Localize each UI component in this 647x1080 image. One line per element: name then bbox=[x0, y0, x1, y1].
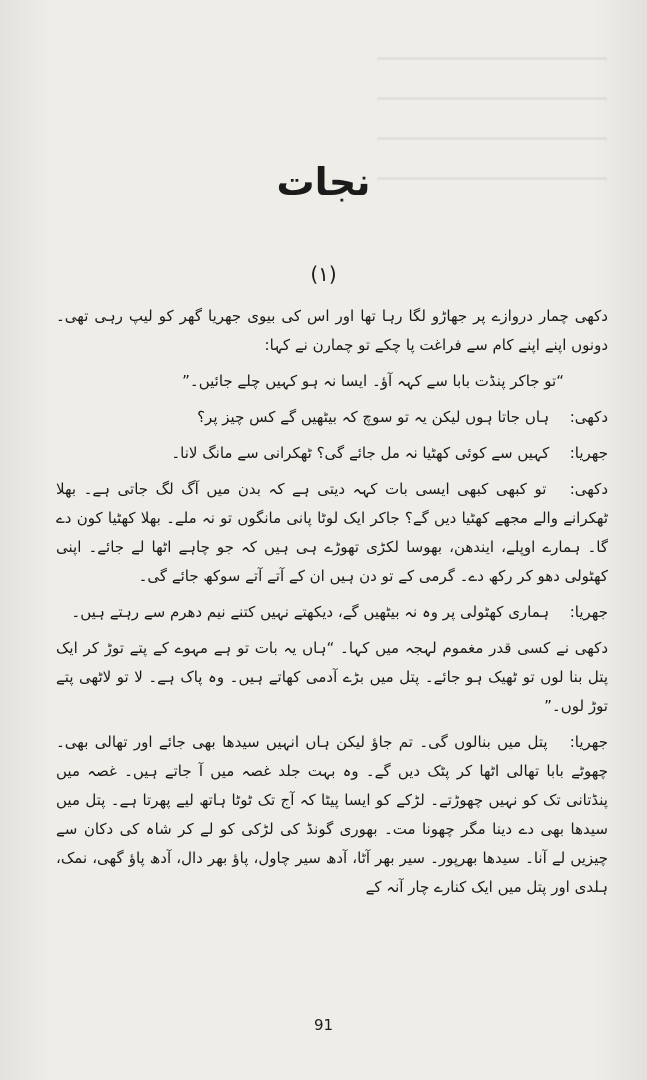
bleed-through-text bbox=[377, 40, 607, 180]
paragraph bbox=[56, 367, 608, 396]
dialogue-line bbox=[56, 403, 608, 432]
dialogue-line bbox=[56, 439, 608, 468]
section-number: (۱) bbox=[310, 262, 337, 286]
dialogue-line bbox=[56, 475, 608, 591]
dialogue-text: کہیں سے کوئی کھٹیا نہ مل جائے گی؟ ٹھکرانی سے مانگ لانا۔ bbox=[171, 444, 550, 462]
paragraph bbox=[56, 302, 608, 360]
chapter-title: نجات bbox=[276, 160, 371, 204]
paragraph-text: دکھی چمار دروازے پر جھاڑو لگا رہا تھا اور اس کی بیوی جھریا گھر کو لیپ رہی تھی۔ دونوں اپنے اپنے کام سے فراغت پا چکے تو چمارن نے کہا: bbox=[56, 307, 608, 354]
speaker-label: دکھی: bbox=[569, 480, 608, 498]
dialogue-line bbox=[56, 598, 608, 627]
speaker-label: جھریا: bbox=[569, 444, 608, 462]
speaker-label: دکھی: bbox=[569, 408, 608, 426]
page-body bbox=[56, 302, 608, 909]
paragraph-text: “تو جاکر پنڈت بابا سے کہہ آؤ۔ ایسا نہ ہو کہیں چلے جائیں۔” bbox=[182, 372, 564, 390]
dialogue-text: تو کبھی کبھی ایسی بات کہہ دیتی ہے کہ بدن میں آگ لگ جاتی ہے۔ بھلا ٹھکرانے والے مجھے کھٹیا دیں گے؟ جاکر ایک لوٹا پانی مانگوں تو نہ ملے۔ بھلا کھٹیا کون دے گا۔ ہمارے اوپلے، ایندھن، بھوسا لکڑی تھوڑے ہی ہیں کہ جو چاہے اٹھا لے جائے۔ اپنی کھٹولی دھو کر رکھ دے۔ گرمی کے تو دن ہیں ان کے آتے آتے سوکھ جائے گی۔ bbox=[56, 480, 608, 585]
dialogue-line bbox=[56, 728, 608, 902]
dialogue-text: ہماری کھٹولی پر وہ نہ بیٹھیں گے، دیکھتے نہیں کتنے نیم دھرم سے رہتے ہیں۔ bbox=[71, 603, 550, 621]
dialogue-text: پتل میں بنالوں گی۔ تم جاؤ لیکن ہاں انہیں سیدھا بھی جائے اور تھالی بھی۔ چھوٹے بابا تھالی اٹھا کر پٹک دیں گے۔ وہ بہت جلد غصہ میں آ جاتے ہیں۔ غصہ میں پنڈتانی تک کو نہیں چھوڑتے۔ لڑکے کو ایسا پیٹا کہ آج تک ٹوٹا ہاتھ لیے پھرتا ہے۔ پتل میں سیدھا بھی دے دینا مگر چھونا مت۔ بھوری گونڈ کی لڑکی کو لے کر شاہ کی دکان سے چیزیں لے آنا۔ سیدھا بھرپور۔ سیر بھر آٹا، آدھ سیر چاول، پاؤ بھر دال، آدھ پاؤ گھی، نمک، ہلدی اور پتل میں ایک کنارے چار آنہ کے bbox=[56, 733, 608, 896]
page-number: 91 bbox=[313, 1016, 334, 1034]
dialogue-text: ہاں جاتا ہوں لیکن یہ تو سوچ کہ بیٹھیں گے کس چیز پر؟ bbox=[197, 408, 550, 426]
speaker-label: جھریا: bbox=[569, 603, 608, 621]
speaker-label: جھریا: bbox=[569, 733, 608, 751]
paragraph bbox=[56, 634, 608, 721]
paragraph-text: دکھی نے کسی قدر مغموم لہجہ میں کہا۔ “ہاں یہ بات تو ہے مہوے کے پتے توڑ کر ایک پتل بنا لوں تو ٹھیک ہو جائے۔ پتل میں بڑے آدمی کھاتے ہیں۔ وہ پاک ہے۔ لا تو لاٹھی پتے توڑ لوں۔” bbox=[56, 639, 608, 715]
